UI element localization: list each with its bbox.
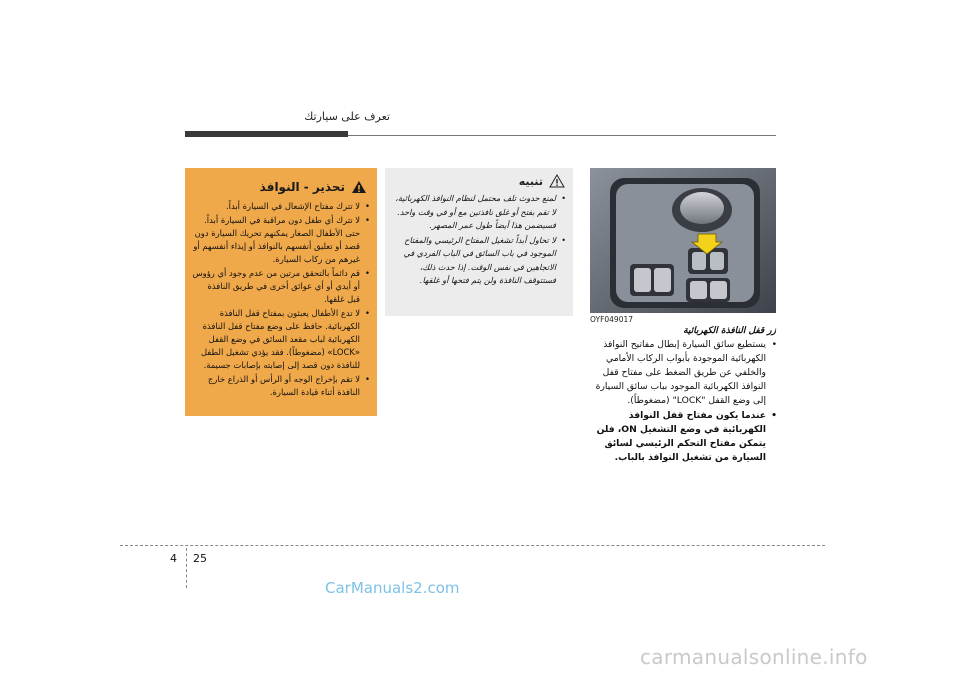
body-item-emphasis: • عندما يكون مفتاح قفل النوافذ الكهربائية في وضع التشغيل ON، فلن يتمكن مفتاح التحكم الرئيسي لسائق السيارة من تشغيل النوافذ بالباب. (585, 409, 777, 465)
caution-title: تنبيه (518, 174, 543, 188)
watermark-right: carmanualsonline.info (640, 645, 868, 669)
warning-list (192, 200, 370, 400)
figure-code: OYF049017 (590, 315, 634, 324)
warning-item: • لا تقم بإخراج الوجه أو الرأس أو الذراع خارج النافذة أثناء قيادة السيارة. (192, 373, 370, 399)
page-number: 25 (193, 552, 207, 565)
caution-list (392, 192, 566, 289)
warning-title: تحذير - النوافذ (259, 180, 345, 194)
door-switch-panel-illustration (590, 168, 776, 313)
warning-item: • قم دائماً بالتحقق مرتين من عدم وجود أي رؤوس أو أيدي أو أي عوائق أخرى في طريق النافذة قبل غلقها. (192, 267, 370, 306)
caution-item: • لمنع حدوث تلف محتمل لنظام النوافذ الكهربائية، لا تقم بفتح أو غلق نافذتين مع أو في وقت واحد. فسيضمن هذا أيضاً طول عمر المصهر. (392, 192, 566, 233)
warning-item: • لا تترك مفتاح الإشعال في السيارة أبداً. (192, 200, 370, 213)
window-lock-switch-photo (590, 168, 776, 313)
caution-triangle-icon (549, 174, 565, 188)
header-rule (348, 135, 776, 136)
body-list (585, 338, 777, 466)
watermark-left[interactable]: CarManuals2.com (325, 579, 460, 597)
warning-item: • لا تترك أي طفل دون مراقبة في السيارة أبداً. حتى الأطفال الصغار يمكنهم تحريك السيارة دون قصد أو تعليق أنفسهم بالنوافذ أو إيذاء أنفسهم أو غيرهم من ركاب السيارة. (192, 214, 370, 266)
header-accent-bar (185, 131, 348, 137)
chapter-number: 4 (170, 552, 177, 565)
warning-triangle-icon (351, 180, 367, 194)
body-item: • يستطيع سائق السيارة إبطال مفاتيح النوافذ الكهربائية الموجودة بأبواب الركاب الأمامي والخلفي عن طريق الضغط على مفتاح قفل النوافذ الكهربائية الموجود بباب سائق السيارة إلى وضع القفل "LOCK" (مضغوطاً). (585, 338, 777, 408)
running-header-title: تعرف على سيارتك (304, 110, 390, 123)
footer-rule (120, 545, 825, 546)
footer-divider (186, 548, 187, 588)
section-heading: زر قفل النافذة الكهربائية (683, 326, 776, 336)
caution-header (393, 172, 565, 190)
warning-header (195, 178, 367, 196)
caution-item: • لا تحاول أبداً تشغيل المفتاح الرئيسي والمفتاح الموجود في باب السائق في الباب الفردي في الاتجاهين في نفس الوقت. إذا حدث ذلك، فستتوقف النافذة ولن يتم فتحها أو غلقها. (392, 234, 566, 288)
warning-item: • لا تدع الأطفال يعبثون بمفتاح قفل النافذة الكهربائية. حافظ على وضع مفتاح قفل النافذة الكهربائية لباب مقعد السائق في وضع القفل «LOCK» (مضغوطاً). فقد يؤدي تشغيل الطفل للنافذة دون قصد إلى إصابته بإصابات جسيمة. (192, 307, 370, 372)
